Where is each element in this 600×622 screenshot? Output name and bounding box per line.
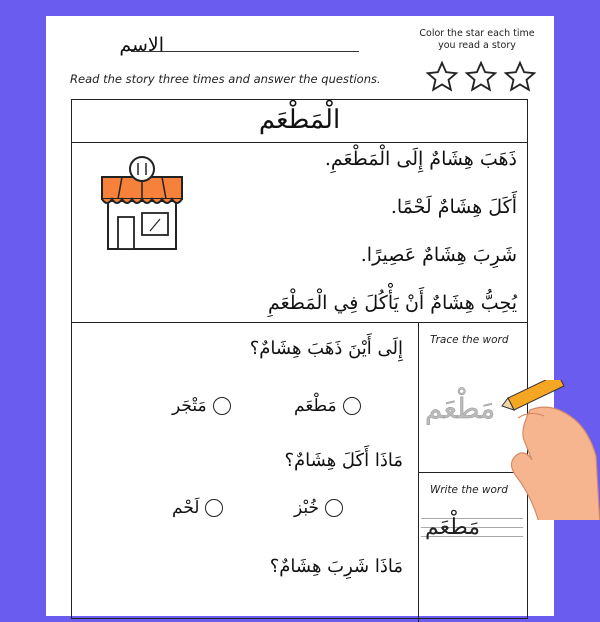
story-title: الْمَطْعَم <box>72 100 527 143</box>
answer-option[interactable] <box>172 396 231 416</box>
answer-option[interactable] <box>294 498 343 518</box>
story-line: شَرِبَ هِشَامٌ عَصِيرًا. <box>360 244 517 266</box>
answer-option[interactable] <box>294 396 361 416</box>
answer-label: مَتْجَر <box>172 396 207 416</box>
story-line: ذَهَبَ هِشَامٌ إِلَى الْمَطْعَمِ. <box>324 148 517 170</box>
story-text <box>268 148 517 340</box>
question-2: مَاذَا أَكَلَ هِشَامٌ؟ <box>284 450 403 471</box>
question-1: إِلَى أَيْنَ ذَهَبَ هِشَامٌ؟ <box>249 338 403 359</box>
instruction-text: Read the story three times and answer the questions. <box>70 72 381 86</box>
answer-label: مَطْعَم <box>294 396 337 416</box>
section-divider <box>72 322 527 323</box>
trace-word[interactable]: مَطْعَم <box>425 392 496 425</box>
question-3: مَاذَا شَرِبَ هِشَامٌ؟ <box>269 556 403 577</box>
name-input-line[interactable] <box>131 51 359 52</box>
star-icon[interactable] <box>463 60 499 94</box>
name-label: الاسم <box>119 34 164 56</box>
radio-circle-icon[interactable] <box>205 499 223 517</box>
hand-pencil-illustration <box>500 380 600 520</box>
write-label: Write the word <box>430 484 508 496</box>
story-line: يُحِبُّ هِشَامٌ أَنْ يَأْكُلَ فِي الْمَطْعَمِ <box>267 292 517 314</box>
star-instruction <box>407 28 547 52</box>
radio-circle-icon[interactable] <box>325 499 343 517</box>
answer-option[interactable] <box>172 498 223 518</box>
trace-label: Trace the word <box>430 334 509 346</box>
write-word: مَطْعَم <box>425 515 481 540</box>
star-icon[interactable] <box>424 60 460 94</box>
star-icon[interactable] <box>502 60 538 94</box>
answer-label: خُبْز <box>294 498 320 518</box>
star-instruction-line1: Color the star each time <box>419 28 535 39</box>
restaurant-icon <box>100 155 184 253</box>
radio-circle-icon[interactable] <box>213 397 231 415</box>
reading-stars <box>424 60 538 94</box>
radio-circle-icon[interactable] <box>343 397 361 415</box>
star-instruction-line2: you read a story <box>438 40 516 51</box>
answer-label: لَحْم <box>172 498 200 518</box>
story-line: أَكَلَ هِشَامٌ لَحْمًا. <box>390 196 517 218</box>
